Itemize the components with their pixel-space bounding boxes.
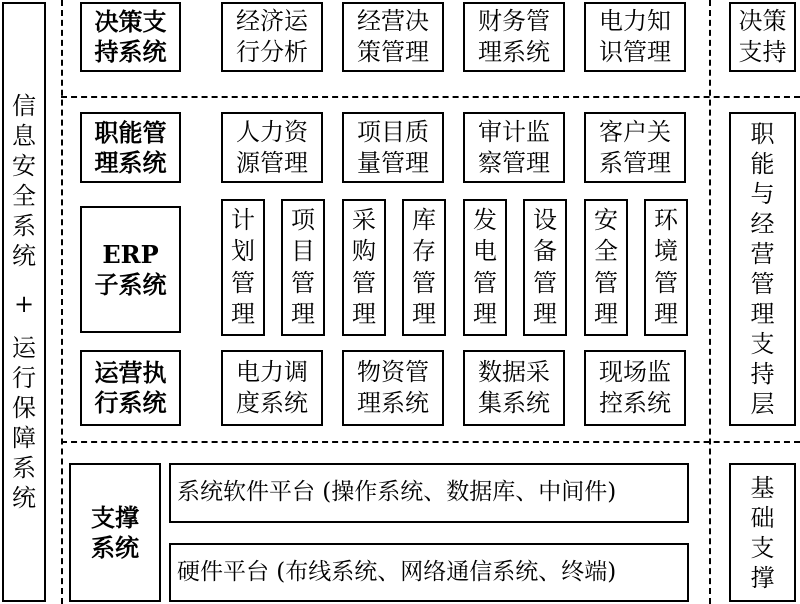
security-system-label: 信 息 安 全 系 统	[12, 92, 36, 270]
erp-safety-box: 安 全 管 理	[584, 199, 628, 336]
economic-analysis-box: 经济运 行分析	[221, 2, 323, 72]
left-dashed-divider	[61, 0, 63, 604]
dashed-divider-top	[61, 96, 800, 98]
erp-procurement-box: 采 购 管 理	[342, 199, 386, 336]
data-acquisition-box: 数据采 集系统	[463, 350, 565, 426]
hr-management-box: 人力资 源管理	[221, 112, 323, 183]
decision-support-header: 决策支 持系统	[80, 2, 181, 72]
erp-label: ERP	[102, 239, 159, 269]
erp-subsystem-label: 子系统	[94, 269, 167, 299]
project-quality-box: 项目质 量管理	[342, 112, 444, 183]
customer-relations-box: 客户关 系管理	[584, 112, 686, 183]
functional-business-support-layer-box: 职 能 与 经 营 管 理 支 持 层	[729, 112, 796, 426]
system-software-platform-box: 系统软件平台 (操作系统、数据库、中间件)	[169, 463, 689, 523]
plus-sign: +	[13, 290, 35, 318]
erp-equipment-box: 设 备 管 理	[523, 199, 567, 336]
power-dispatch-box: 电力调 度系统	[221, 350, 323, 426]
support-system-header: 支撑 系统	[69, 463, 161, 602]
materials-management-box: 物资管 理系统	[342, 350, 444, 426]
erp-environment-box: 环 境 管 理	[644, 199, 688, 336]
audit-supervision-box: 审计监 察管理	[463, 112, 565, 183]
dashed-divider-bottom	[61, 441, 800, 443]
operation-execution-header: 运营执 行系统	[80, 350, 181, 426]
erp-subsystem-header	[80, 206, 181, 333]
decision-support-layer-box: 决策 支持	[729, 2, 796, 72]
erp-inventory-box: 库 存 管 理	[402, 199, 446, 336]
hardware-platform-box: 硬件平台 (布线系统、网络通信系统、终端)	[169, 543, 689, 602]
right-dashed-divider	[709, 0, 711, 604]
finance-management-box: 财务管 理系统	[463, 2, 565, 72]
erp-generation-box: 发 电 管 理	[463, 199, 507, 336]
site-monitoring-box: 现场监 控系统	[584, 350, 686, 426]
operations-support-label: 运 行 保 障 系 统	[12, 334, 36, 512]
business-decision-box: 经营决 策管理	[342, 2, 444, 72]
erp-project-box: 项 目 管 理	[281, 199, 325, 336]
erp-planning-box: 计 划 管 理	[221, 199, 265, 336]
info-security-operations-box	[2, 2, 46, 602]
foundation-support-layer-box: 基 础 支 撑	[729, 463, 796, 602]
power-knowledge-box: 电力知 识管理	[584, 2, 686, 72]
functional-management-header: 职能管 理系统	[80, 112, 181, 183]
